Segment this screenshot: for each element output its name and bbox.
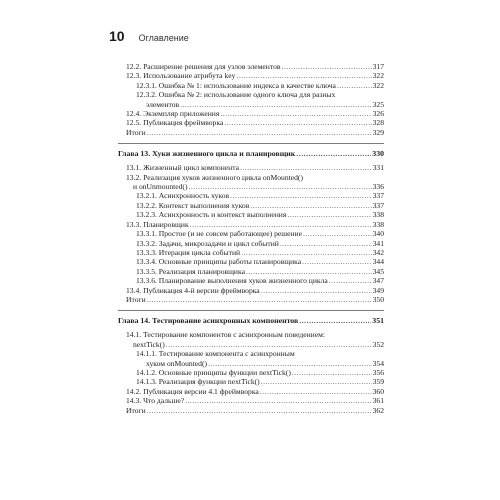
toc-entry-page-number: 360 [372,386,384,396]
page-header [109,28,389,48]
dot-leader [260,387,372,396]
toc-entry[interactable] [118,330,384,349]
toc-entry-title: 13.1. Жизненный цикл компонента [126,163,239,173]
toc-entry-title: nextTick() [133,339,165,349]
toc-chapter-13[interactable] [118,149,384,159]
toc-entry-title: 13.2.2. Контекст выполнения хуков [136,200,250,210]
dot-leader [281,62,371,71]
dot-leader [190,220,372,229]
dot-leader [236,71,371,80]
toc-entry[interactable] [118,90,384,109]
toc-entry[interactable] [118,173,384,192]
toc-entry[interactable] [118,220,384,229]
toc-chapter-14[interactable] [118,316,384,326]
dot-leader [302,257,371,266]
toc-entry-title: 12.3.1. Ошибка № 1: использование индекса в качестве ключа [136,80,336,90]
toc-entry-page-number: 352 [372,339,384,349]
dot-leader [303,229,372,238]
dot-leader [185,396,372,405]
toc-entry-title-line: 14.1. Тестирование компонентов с асинхронным поведением: [126,330,325,340]
toc-entry-title: 14.2. Публикация версии 4.1 фреймворка [126,386,259,396]
toc-entry-title: 13.3.6. Планирование выполнения хуков жизненного цикла [136,276,328,286]
dot-leader [180,100,371,109]
dot-leader [147,295,372,304]
toc-entry-page-number: 342 [372,247,384,257]
dot-leader [296,149,371,159]
toc-entry-title: 13.3.3. Итерация цикла событий [136,247,241,257]
toc-entry-page-number: 338 [372,219,384,229]
dot-leader [147,128,372,137]
toc-entry-page-number: 362 [372,405,384,415]
toc-entry-page-number: 317 [372,62,384,71]
toc-entry[interactable] [118,257,384,266]
toc-group-chapter-14 [118,330,384,415]
dot-leader [299,316,371,326]
toc-entry-title: 13.3.5. Реализация планировщика [136,266,245,276]
dot-leader [224,118,371,127]
dot-leader [292,368,372,377]
toc-entry-title-line: 12.3.2. Ошибка № 2: использование одного ключа для разных [136,90,336,100]
page-number: 10 [109,28,125,44]
dot-leader [287,210,371,219]
toc-entry-page-number: 344 [372,257,384,267]
toc-entry-page-number: 331 [372,163,384,173]
toc-entry[interactable] [118,191,384,200]
toc-entry[interactable] [118,286,384,295]
toc-entry[interactable] [118,406,384,415]
toc-entry-title: 12.2. Расширение решения для узлов элементов [126,62,281,71]
toc-entry-page-number: 322 [372,80,384,90]
dot-leader [280,239,372,248]
dot-leader [337,81,372,90]
toc-entry-page-number: 350 [372,294,384,304]
toc-entry-title: Итоги [126,294,146,304]
toc-entry-page-number: 354 [372,358,384,368]
dot-leader [241,248,372,257]
toc-entry-title: 13.3.2. Задачи, микрозадачи и цикл событий [136,238,279,248]
toc-entry[interactable] [118,396,384,405]
toc-entry[interactable] [118,201,384,210]
toc-entry-page-number: 326 [372,109,384,119]
toc-entry-title: 12.5. Публикация фреймворка [126,118,224,128]
toc-entry-title: 14.3. Что дальше? [126,396,185,406]
toc-entry-page-number: 322 [372,71,384,81]
toc-entry[interactable] [118,210,384,219]
toc-entry-title: и onUnmounted() [133,182,188,192]
toc-entry[interactable] [118,349,384,368]
toc-entry-page-number: 345 [372,266,384,276]
dot-leader [329,276,372,285]
chapter-divider [118,310,384,311]
toc-entry[interactable] [118,387,384,396]
toc-entry-title: хуком onMounted() [146,358,208,368]
dot-leader [147,406,372,415]
toc-entry[interactable] [118,62,384,71]
chapter-title: Глава 14. Тестирование асинхронных компонентов [118,316,299,326]
toc-entry[interactable] [118,239,384,248]
chapter-page-number: 351 [372,316,384,326]
toc-group-chapter-12 [118,62,384,137]
toc-entry-title: 12.4. Экземпляр приложения [126,109,220,119]
toc-entry-page-number: 337 [372,200,384,210]
dot-leader [261,377,372,386]
toc-entry-page-number: 349 [372,285,384,295]
toc-entry[interactable] [118,71,384,80]
toc-entry[interactable] [118,248,384,257]
chapter-title: Глава 13. Хуки жизненного цикла и планировщик [118,149,296,159]
toc-entry[interactable] [118,109,384,118]
toc-entry-title: 13.4. Публикация 4-й версии фреймворка [126,285,260,295]
toc-entry[interactable] [118,267,384,276]
toc-entry-title: Итоги [126,405,146,415]
toc-entry-page-number: 361 [372,396,384,406]
dot-leader [188,182,371,191]
toc-entry-page-number: 325 [372,99,384,109]
toc-entry[interactable] [118,295,384,304]
toc-entry[interactable] [118,229,384,238]
running-title: Оглавление [138,33,189,43]
dot-leader [246,267,372,276]
dot-leader [208,359,372,368]
toc-entry-title: 13.3. Планировщик [126,219,189,229]
toc-entry-page-number: 329 [372,127,384,137]
toc-entry-title: 13.2.1. Асинхронность хуков [136,191,230,201]
dot-leader [240,163,372,172]
dot-leader [230,191,371,200]
toc-entry-title: 12.3. Использование атрибута key [126,71,236,81]
toc-entry-title: 13.2.3. Асинхронность и контекст выполнения [136,210,287,220]
toc-entry-title: 14.1.2. Основные принципы функции nextTick() [136,367,291,377]
toc-entry[interactable] [118,128,384,137]
toc-entry-title: 13.3.4. Основные принципы работы планировщика [136,257,302,267]
toc-entry-page-number: 337 [372,191,384,201]
dot-leader [220,109,371,118]
toc-entry[interactable] [118,118,384,127]
dot-leader [166,340,372,349]
toc-entry-title-line: 13.2. Реализация хуков жизненного цикла onMounted() [126,172,303,182]
toc-entry-page-number: 359 [372,377,384,387]
toc-entry-title: 13.3.1. Простое (и не совсем работающее) решение [136,229,302,239]
toc-entry-page-number: 338 [372,210,384,220]
toc-entry[interactable] [118,163,384,172]
toc-entry[interactable] [118,377,384,386]
toc-entry-page-number: 356 [372,367,384,377]
toc-entry[interactable] [118,276,384,285]
toc-entry[interactable] [118,368,384,377]
toc-entry-page-number: 328 [372,118,384,128]
toc-group-chapter-13 [118,163,384,304]
toc-entry-page-number: 340 [372,229,384,239]
toc-entry-title-line: 14.1.1. Тестирование компонента с асинхронным [136,349,295,359]
dot-leader [261,286,372,295]
chapter-divider [118,143,384,144]
table-of-contents [118,62,384,415]
toc-entry-title: Итоги [126,127,146,137]
toc-entry-title: элементов [146,99,180,109]
toc-entry-page-number: 341 [372,238,384,248]
toc-entry[interactable] [118,81,384,90]
toc-entry-title: 14.1.3. Реализация функции nextTick() [136,377,260,387]
chapter-page-number: 330 [372,149,384,159]
dot-leader [250,201,371,210]
toc-entry-page-number: 347 [372,276,384,286]
toc-entry-page-number: 336 [372,182,384,192]
